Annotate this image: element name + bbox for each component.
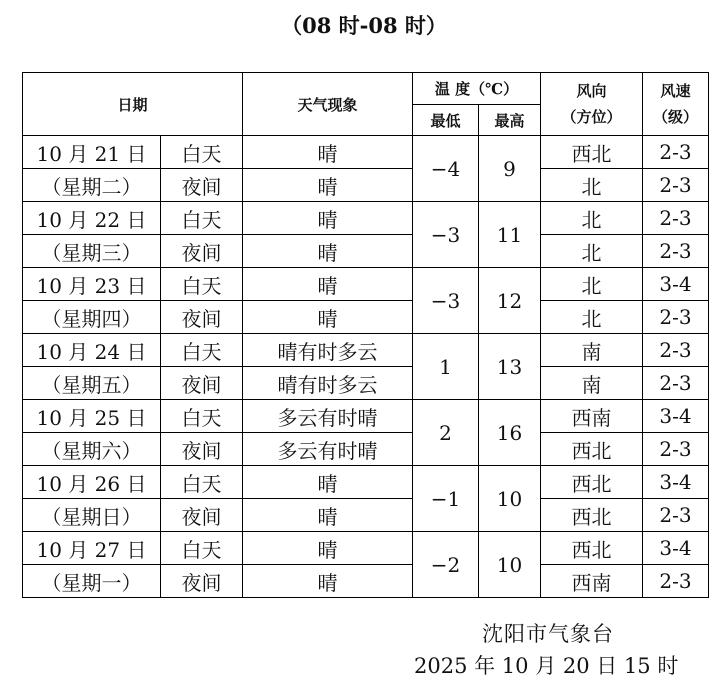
temp-max-cell: 9 — [479, 136, 541, 202]
forecast-row-night — [23, 169, 709, 202]
wind-speed-cell: 2-3 — [643, 433, 709, 466]
period-cell: 白天 — [161, 202, 243, 235]
weather-cell: 晴有时多云 — [243, 367, 413, 400]
wind-direction-cell: 西南 — [541, 400, 643, 433]
temp-min-cell: 2 — [413, 400, 479, 466]
weather-cell: 晴 — [243, 301, 413, 334]
forecast-row-day — [23, 136, 709, 169]
forecast-row-night — [23, 433, 709, 466]
weather-cell: 晴 — [243, 136, 413, 169]
period-cell: 夜间 — [161, 499, 243, 532]
weekday-cell: （星期一） — [23, 565, 161, 598]
date-cell: 10 月 22 日 — [23, 202, 161, 235]
forecast-row-night — [23, 367, 709, 400]
date-cell: 10 月 24 日 — [23, 334, 161, 367]
weekday-cell: （星期六） — [23, 433, 161, 466]
wind-speed-cell: 2-3 — [643, 136, 709, 169]
header-wind-direction: 风向 （方位） — [541, 73, 643, 136]
weather-cell: 晴 — [243, 565, 413, 598]
temp-max-cell: 16 — [479, 400, 541, 466]
wind-direction-cell: 西北 — [541, 136, 643, 169]
period-cell: 白天 — [161, 268, 243, 301]
wind-direction-cell: 西北 — [541, 499, 643, 532]
temp-max-cell: 10 — [479, 532, 541, 598]
header-temp-max: 最高 — [479, 105, 541, 136]
wind-speed-cell: 2-3 — [643, 334, 709, 367]
wind-direction-cell: 西北 — [541, 532, 643, 565]
period-cell: 夜间 — [161, 235, 243, 268]
period-cell: 白天 — [161, 334, 243, 367]
wind-direction-cell: 北 — [541, 268, 643, 301]
wind-direction-cell: 北 — [541, 301, 643, 334]
period-cell: 白天 — [161, 400, 243, 433]
weather-cell: 晴 — [243, 202, 413, 235]
forecast-row-night — [23, 301, 709, 334]
period-cell: 白天 — [161, 136, 243, 169]
weather-cell: 多云有时晴 — [243, 433, 413, 466]
wind-speed-cell: 2-3 — [643, 202, 709, 235]
forecast-row-night — [23, 565, 709, 598]
period-cell: 白天 — [161, 466, 243, 499]
date-cell: 10 月 21 日 — [23, 136, 161, 169]
wind-speed-cell: 3-4 — [643, 466, 709, 499]
header-temp-min: 最低 — [413, 105, 479, 136]
period-cell: 夜间 — [161, 301, 243, 334]
forecast-row-day — [23, 466, 709, 499]
wind-speed-cell: 2-3 — [643, 367, 709, 400]
forecast-row-day — [23, 532, 709, 565]
forecast-row-night — [23, 499, 709, 532]
date-cell: 10 月 26 日 — [23, 466, 161, 499]
temp-max-cell: 11 — [479, 202, 541, 268]
weather-forecast-table — [22, 72, 709, 598]
temp-max-cell: 13 — [479, 334, 541, 400]
wind-direction-cell: 西北 — [541, 433, 643, 466]
wind-speed-cell: 2-3 — [643, 565, 709, 598]
wind-direction-cell: 南 — [541, 367, 643, 400]
wind-direction-cell: 北 — [541, 235, 643, 268]
weekday-cell: （星期日） — [23, 499, 161, 532]
wind-speed-cell: 2-3 — [643, 499, 709, 532]
period-cell: 夜间 — [161, 169, 243, 202]
header-temperature: 温 度（℃） — [413, 73, 541, 105]
temp-min-cell: −4 — [413, 136, 479, 202]
weather-cell: 多云有时晴 — [243, 400, 413, 433]
weather-cell: 晴 — [243, 532, 413, 565]
weather-cell: 晴 — [243, 466, 413, 499]
weekday-cell: （星期五） — [23, 367, 161, 400]
forecast-row-day — [23, 268, 709, 301]
forecast-row-day — [23, 202, 709, 235]
issue-time: 2025 年 10 月 20 日 15 时 — [414, 654, 679, 678]
forecast-row-day — [23, 334, 709, 367]
period-cell: 夜间 — [161, 433, 243, 466]
wind-speed-cell: 3-4 — [643, 400, 709, 433]
header-date: 日期 — [23, 73, 243, 136]
weekday-cell: （星期四） — [23, 301, 161, 334]
date-cell: 10 月 25 日 — [23, 400, 161, 433]
header-wind-speed: 风速 （级） — [643, 73, 709, 136]
header-weather: 天气现象 — [243, 73, 413, 136]
wind-speed-cell: 2-3 — [643, 235, 709, 268]
period-cell: 白天 — [161, 532, 243, 565]
weekday-cell: （星期二） — [23, 169, 161, 202]
forecast-period-subtitle: （08 时-08 时） — [281, 13, 447, 38]
temp-min-cell: 1 — [413, 334, 479, 400]
wind-direction-cell: 北 — [541, 169, 643, 202]
period-cell: 夜间 — [161, 367, 243, 400]
forecast-body — [23, 136, 709, 598]
wind-direction-cell: 西北 — [541, 466, 643, 499]
weather-cell: 晴 — [243, 235, 413, 268]
issuing-organization: 沈阳市气象台 — [482, 622, 614, 646]
wind-direction-cell: 西南 — [541, 565, 643, 598]
temp-min-cell: −3 — [413, 202, 479, 268]
period-cell: 夜间 — [161, 565, 243, 598]
weather-cell: 晴有时多云 — [243, 334, 413, 367]
wind-speed-cell: 2-3 — [643, 169, 709, 202]
weather-cell: 晴 — [243, 499, 413, 532]
temp-min-cell: −1 — [413, 466, 479, 532]
temp-max-cell: 12 — [479, 268, 541, 334]
weather-cell: 晴 — [243, 268, 413, 301]
weather-cell: 晴 — [243, 169, 413, 202]
wind-direction-cell: 北 — [541, 202, 643, 235]
temp-max-cell: 10 — [479, 466, 541, 532]
temp-min-cell: −3 — [413, 268, 479, 334]
date-cell: 10 月 27 日 — [23, 532, 161, 565]
wind-speed-cell: 2-3 — [643, 301, 709, 334]
date-cell: 10 月 23 日 — [23, 268, 161, 301]
wind-direction-cell: 南 — [541, 334, 643, 367]
wind-speed-cell: 3-4 — [643, 268, 709, 301]
forecast-row-day — [23, 400, 709, 433]
forecast-row-night — [23, 235, 709, 268]
weekday-cell: （星期三） — [23, 235, 161, 268]
wind-speed-cell: 3-4 — [643, 532, 709, 565]
temp-min-cell: −2 — [413, 532, 479, 598]
